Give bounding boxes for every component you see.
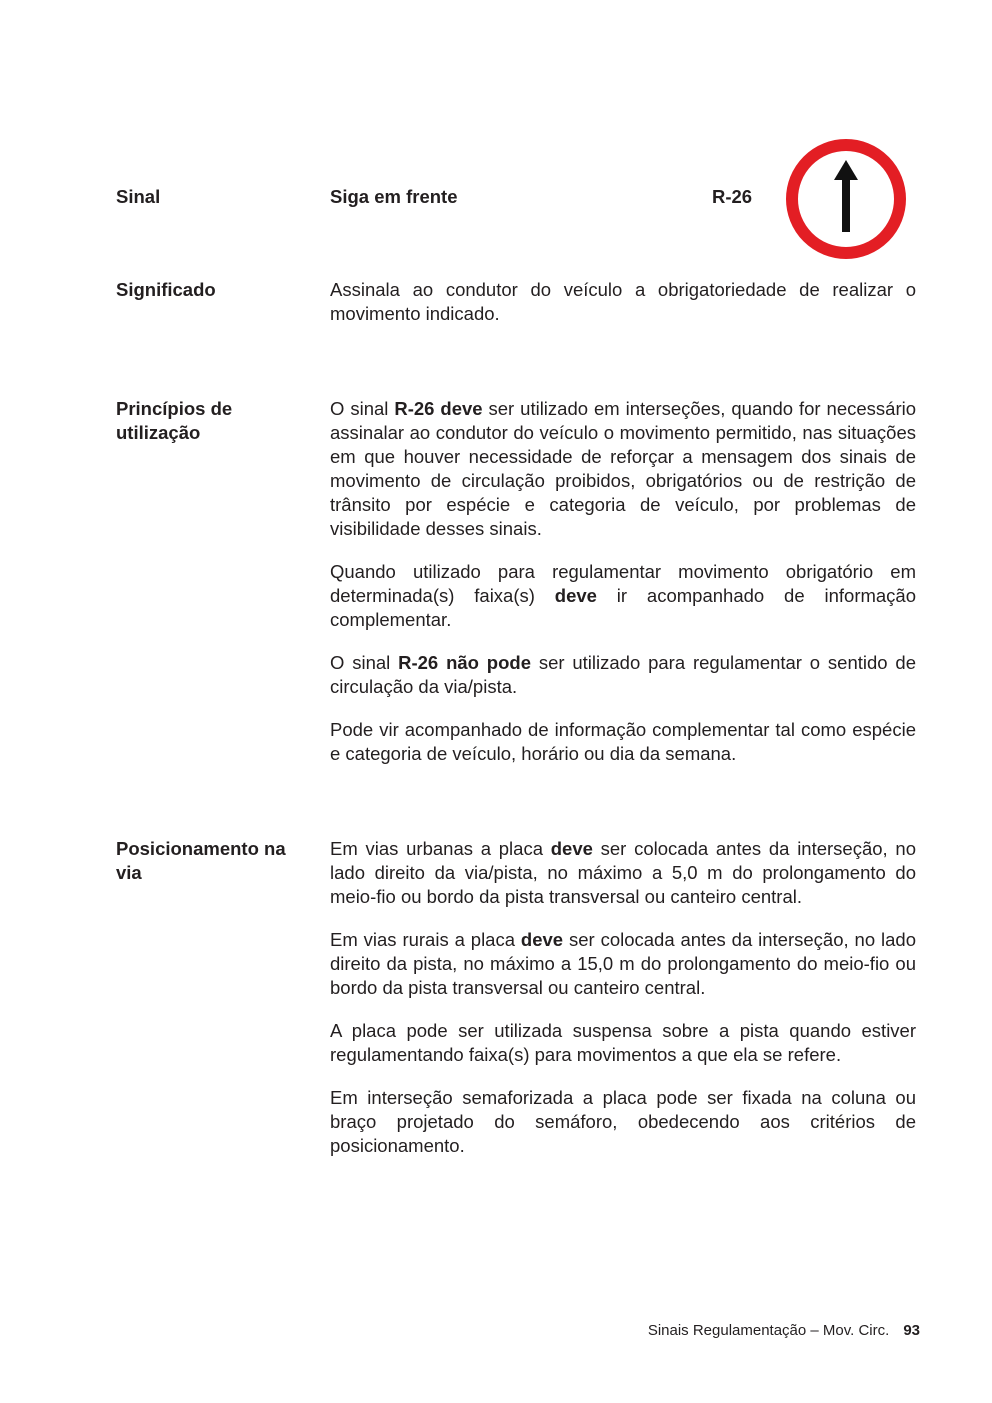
straight-ahead-arrow-icon xyxy=(785,138,907,260)
page-footer xyxy=(648,1321,920,1341)
posicionamento-label: Posicionamento na via xyxy=(116,838,286,883)
posicionamento-text xyxy=(330,837,916,1158)
significado-paragraph: Assinala ao condutor do veículo a obrigatoriedade de realizar o movimento indicado. xyxy=(330,279,916,324)
posicionamento-paragraph-2: Em vias rurais a placa deve ser colocada antes da interseção, no lado direito da pista, no máximo a 15,0 m do prolongamento do meio-fio ou bordo da pista transversal ou canteiro central. xyxy=(330,929,916,998)
footer-section-title: Sinais Regulamentação – Mov. Circ. xyxy=(647,1322,890,1339)
page-number: 93 xyxy=(903,1322,920,1339)
sign-code: R-26 xyxy=(712,186,753,207)
posicionamento-paragraph-1: Em vias urbanas a placa deve ser colocada antes da interseção, no lado direito da via/pista, no máximo a 5,0 m do prolongamento do meio-fio ou bordo da pista transversal ou canteiro central. xyxy=(330,838,917,907)
principios-label: Princípios de utilização xyxy=(116,398,233,443)
principios-paragraph-3: O sinal R-26 não pode ser utilizado para regulamentar o sentido de circulação da via/pista. xyxy=(330,652,916,697)
principios-text xyxy=(330,397,916,766)
significado-text xyxy=(330,278,916,326)
sinal-label: Sinal xyxy=(116,186,161,207)
principios-paragraph-1: O sinal R-26 deve ser utilizado em interseções, quando for necessário assinalar ao condutor do veículo o movimento permitido, nas situações em que houver necessidade de reforçar a mensagem dos sinais de movimento de circulação proibidos, obrigatórios ou de restrição de trânsito por espécie e categoria de veículo, por problemas de visibilidade desses sinais. xyxy=(330,398,917,539)
posicionamento-paragraph-3: A placa pode ser utilizada suspensa sobre a pista quando estiver regulamentando faixa(s) para movimentos a que ela se refere. xyxy=(330,1020,916,1065)
sign-name: Siga em frente xyxy=(330,186,458,207)
posicionamento-paragraph-4: Em interseção semaforizada a placa pode ser fixada na coluna ou braço projetado do semáforo, obedecendo aos critérios de posicionamento. xyxy=(330,1087,916,1156)
significado-label: Significado xyxy=(116,279,216,300)
principios-paragraph-4: Pode vir acompanhado de informação complementar tal como espécie e categoria de veículo, horário ou dia da semana. xyxy=(330,719,916,764)
principios-paragraph-2: Quando utilizado para regulamentar movimento obrigatório em determinada(s) faixa(s) deve ir acompanhado de informação complementar. xyxy=(330,561,917,630)
